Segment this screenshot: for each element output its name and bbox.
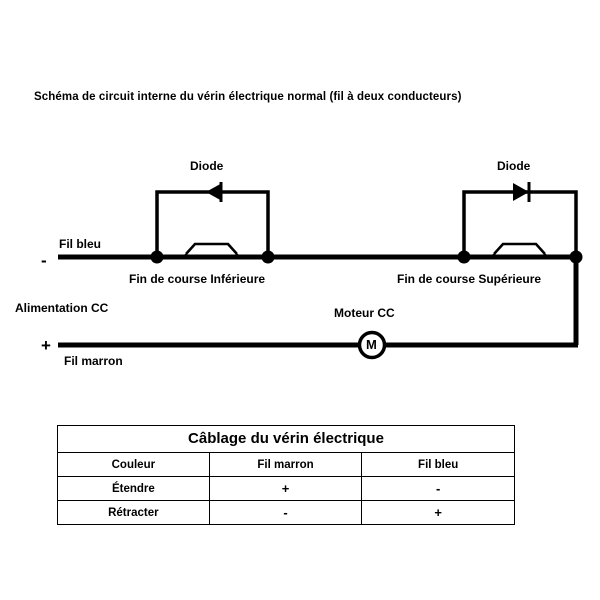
row-extend-brown: + — [209, 477, 362, 501]
right-switch-contact-arm — [494, 244, 545, 254]
table-row — [58, 501, 515, 525]
dc-motor-label: Moteur CC — [334, 306, 395, 320]
right-switch-left-node — [458, 251, 471, 264]
blue-wire-label: Fil bleu — [59, 237, 101, 251]
row-retract-blue: + — [362, 501, 515, 525]
table-header-blue: Fil bleu — [362, 453, 515, 477]
table-header-colour: Couleur — [58, 453, 210, 477]
right-diode-triangle — [513, 183, 529, 201]
left-diode-bypass-wire — [157, 192, 268, 257]
table-header-brown: Fil marron — [209, 453, 362, 477]
table-header-row — [58, 453, 515, 477]
row-retract-label: Rétracter — [58, 501, 210, 525]
brown-wire-label: Fil marron — [64, 354, 123, 368]
left-switch-left-node — [151, 251, 164, 264]
wiring-table — [57, 425, 515, 525]
row-extend-blue: - — [362, 477, 515, 501]
right-diode-bypass-wire — [464, 192, 576, 257]
right-switch-right-node — [570, 251, 583, 264]
row-retract-brown: - — [209, 501, 362, 525]
table-caption: Câblage du vérin électrique — [58, 426, 515, 453]
diagram-title: Schéma de circuit interne du vérin électrique normal (fil à deux conducteurs) — [34, 91, 462, 103]
motor-symbol-letter: M — [366, 337, 377, 352]
row-extend-label: Étendre — [58, 477, 210, 501]
positive-terminal-label: + — [41, 336, 51, 355]
table-row — [58, 477, 515, 501]
left-switch-right-node — [262, 251, 275, 264]
table-caption-row — [58, 426, 515, 453]
left-switch-contact-arm — [186, 244, 237, 254]
dc-supply-label: Alimentation CC — [15, 301, 109, 315]
lower-limit-switch-label: Fin de course Inférieure — [129, 272, 266, 286]
upper-limit-switch-label: Fin de course Supérieure — [397, 272, 542, 286]
right-diode-label: Diode — [497, 159, 531, 173]
negative-terminal-label: - — [41, 251, 47, 270]
left-diode-label: Diode — [190, 159, 224, 173]
